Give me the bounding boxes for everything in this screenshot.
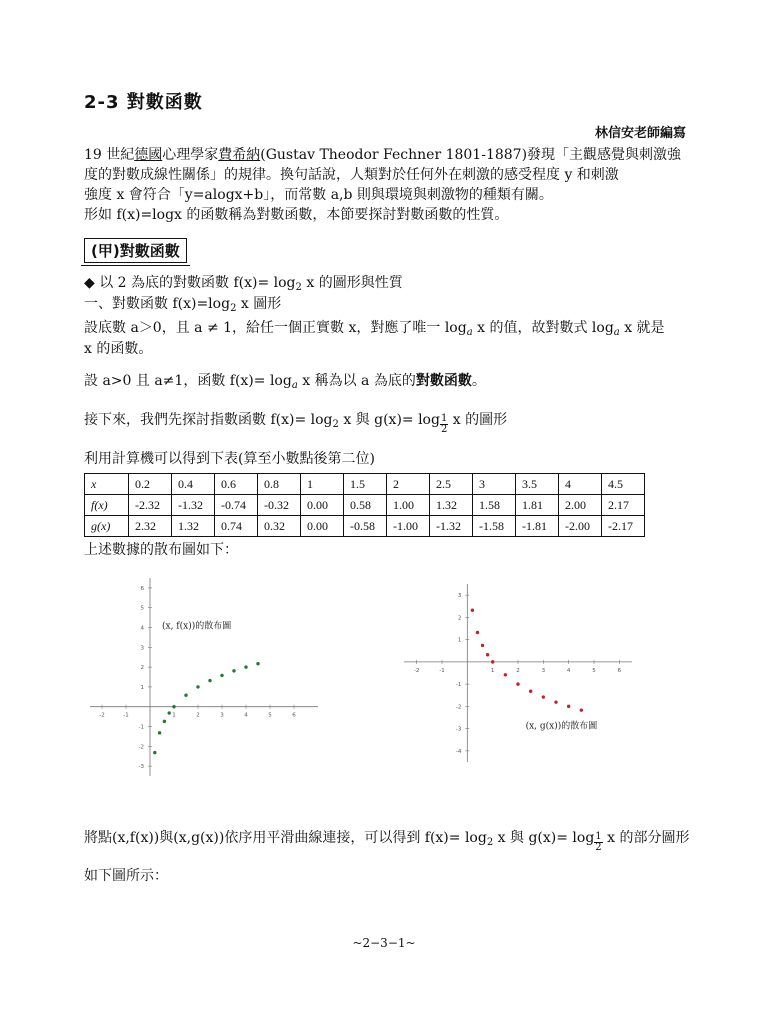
table-cell: 1.81 [516, 495, 559, 516]
author-credit: 林信安老師編寫 [594, 126, 686, 141]
definition-line-2: x 的函數。 [84, 341, 153, 357]
table-cell: -2.32 [129, 495, 172, 516]
intro-line-2: 度的對數成線性關係」的規律。換句話說，人類對於任何外在刺激的感受程度 y 和刺激 [84, 167, 619, 183]
data-point [232, 669, 235, 672]
page-title: 2-3 對數函數 [84, 92, 203, 113]
data-point [486, 653, 489, 656]
table-row-f [85, 495, 645, 516]
data-point [481, 644, 484, 647]
x-tick-label: -1 [439, 667, 445, 674]
data-point [184, 694, 187, 697]
table-cell: 0.4 [172, 474, 215, 495]
table-cell: -2.17 [602, 516, 645, 537]
data-point [196, 685, 199, 688]
data-point [163, 720, 166, 723]
section-heading: (甲)對數函數 [84, 238, 187, 263]
x-tick-label: 6 [292, 712, 296, 719]
values-table [84, 473, 645, 537]
x-tick-label: -2 [413, 667, 420, 674]
x-tick-label: 1 [172, 712, 176, 719]
y-tick-label: -3 [138, 764, 144, 771]
data-point [491, 660, 494, 663]
subsection-heading: 一、對數函數 $f(x)=\log_2$ x 圖形 [84, 296, 282, 314]
table-header-f: f(x) [85, 495, 129, 516]
y-tick-label: 1 [457, 637, 462, 644]
intro-line-1: 19 世紀德國心理學家費希納(Gustav Theodor Fechner 1801-1887)發現「主觀感覺與刺激強 [84, 147, 682, 163]
intro-line-4: 形如 f(x)=logx 的函數稱為對數函數，本節要探討對數函數的性質。 [84, 207, 509, 223]
x-tick-label: 2 [516, 667, 520, 674]
table-row-x [85, 474, 645, 495]
data-point [504, 673, 507, 676]
intro-line-3: 強度 x 會符合「y=alogx+b」，而常數 a,b 則與環境與刺激物的種類有關。 [84, 187, 553, 203]
table-cell: -1.81 [516, 516, 559, 537]
y-tick-label: -1 [455, 682, 462, 689]
y-tick-label: 5 [140, 605, 144, 612]
y-tick-label: 6 [140, 585, 144, 592]
connect-line-2: 如下圖所示： [84, 868, 168, 884]
data-point [208, 679, 211, 682]
y-tick-label: 2 [140, 665, 144, 672]
fraction-one-half: $\frac{1}{2}$ [595, 831, 602, 853]
table-cell: -1.32 [172, 495, 215, 516]
table-cell: -1.32 [430, 516, 473, 537]
table-cell: 2 [387, 474, 430, 495]
x-tick-label: 2 [196, 712, 200, 719]
table-cell: 0.00 [301, 495, 344, 516]
y-tick-label: -2 [138, 744, 144, 751]
table-cell: 2.5 [430, 474, 473, 495]
table-cell: 0.2 [129, 474, 172, 495]
table-cell: 1.32 [172, 516, 215, 537]
table-cell: 0.00 [301, 516, 344, 537]
table-cell: 1 [301, 474, 344, 495]
table-cell: 3 [473, 474, 516, 495]
x-tick-label: 4 [566, 667, 571, 674]
table-cell: 1.00 [387, 495, 430, 516]
data-point [168, 711, 171, 714]
y-tick-label: 4 [140, 625, 144, 632]
data-point [554, 700, 557, 703]
table-cell: 0.8 [258, 474, 301, 495]
y-tick-label: -3 [455, 726, 462, 733]
table-cell: 3.5 [516, 474, 559, 495]
y-tick-label: -2 [455, 704, 462, 711]
fraction-one-half: $\frac{1}{2}$ [440, 413, 448, 435]
table-cell: -1.58 [473, 516, 516, 537]
data-point [244, 665, 247, 668]
scatter-chart-g [398, 578, 638, 768]
x-tick-label: 5 [268, 712, 272, 719]
x-tick-label: 4 [244, 712, 248, 719]
x-tick-label: -1 [123, 712, 129, 719]
x-tick-label: 1 [490, 667, 495, 674]
table-cell: 0.32 [258, 516, 301, 537]
table-cell: 1.58 [473, 495, 516, 516]
data-point [172, 705, 175, 708]
data-point [158, 731, 161, 734]
table-cell: 2.17 [602, 495, 645, 516]
bullet-topic: ◆ 以 2 為底的對數函數 $f(x)= \log_2 x$ 的圖形與性質 [84, 275, 403, 293]
y-tick-label: -1 [138, 724, 144, 731]
table-cell: 0.6 [215, 474, 258, 495]
data-point [567, 705, 570, 708]
y-tick-label: 1 [140, 684, 144, 691]
x-tick-label: 3 [541, 667, 546, 674]
intro-paragraph [84, 145, 688, 225]
chart-title: (x, f(x))的散布圖 [162, 621, 232, 632]
table-header-x: x [85, 474, 129, 495]
scatter-caption: 上述數據的散布圖如下： [84, 542, 238, 558]
data-point [220, 674, 223, 677]
table-cell: -0.58 [344, 516, 387, 537]
table-cell: 4.5 [602, 474, 645, 495]
x-tick-label: -2 [99, 712, 105, 719]
next-step-line: 接下來，我們先探討指數函數 $f(x)= \log_2 x$ 與 g(x)= log $\frac{1}{2}$ x 的圖形 [84, 412, 508, 435]
scatter-chart-f [84, 572, 324, 782]
y-tick-label: -4 [455, 748, 462, 755]
y-tick-label: 3 [457, 593, 462, 600]
definition-line-3: 設 a>0 且 a≠1，函數 $f(x)= \log_a x$ 稱為以 a 為底的對數函數。 [84, 373, 486, 391]
data-point [516, 682, 519, 685]
table-caption: 利用計算機可以得到下表(算至小數點後第二位) [84, 451, 375, 467]
data-point [476, 631, 479, 634]
table-cell: 4 [559, 474, 602, 495]
table-cell: -0.74 [215, 495, 258, 516]
data-point [471, 609, 474, 612]
table-cell: -0.32 [258, 495, 301, 516]
y-tick-label: 2 [457, 615, 462, 622]
table-cell: -1.00 [387, 516, 430, 537]
table-cell: 1.32 [430, 495, 473, 516]
connect-line: 將點(x,f(x))與(x,g(x))依序用平滑曲線連接，可以得到 $f(x)= \log_2 x$ 與 g(x)= log $\frac{1}{2}$ x 的部分圖形 [84, 830, 690, 853]
page-number: ~2−3−1~ [352, 936, 416, 950]
definition-line-1: 設底數 a＞0，且 a ≠ 1，給任一個正實數 x，對應了唯一 $\log_a x$ 的值，故對數式 $\log_a x$ 就是 [84, 320, 665, 338]
data-point [542, 695, 545, 698]
x-tick-label: 3 [220, 712, 224, 719]
table-header-g: g(x) [85, 516, 129, 537]
data-point [529, 690, 532, 693]
table-cell: 1.5 [344, 474, 387, 495]
table-cell: 0.58 [344, 495, 387, 516]
chart-title: (x, g(x))的散布圖 [525, 721, 598, 732]
y-tick-label: 3 [140, 645, 144, 652]
table-cell: 0.74 [215, 516, 258, 537]
table-cell: -2.00 [559, 516, 602, 537]
data-point [256, 662, 259, 665]
data-point [580, 708, 583, 711]
table-cell: 2.00 [559, 495, 602, 516]
x-tick-label: 5 [592, 667, 596, 674]
table-cell: 2.32 [129, 516, 172, 537]
table-row-g [85, 516, 645, 537]
x-tick-label: 6 [617, 667, 622, 674]
data-point [153, 751, 156, 754]
